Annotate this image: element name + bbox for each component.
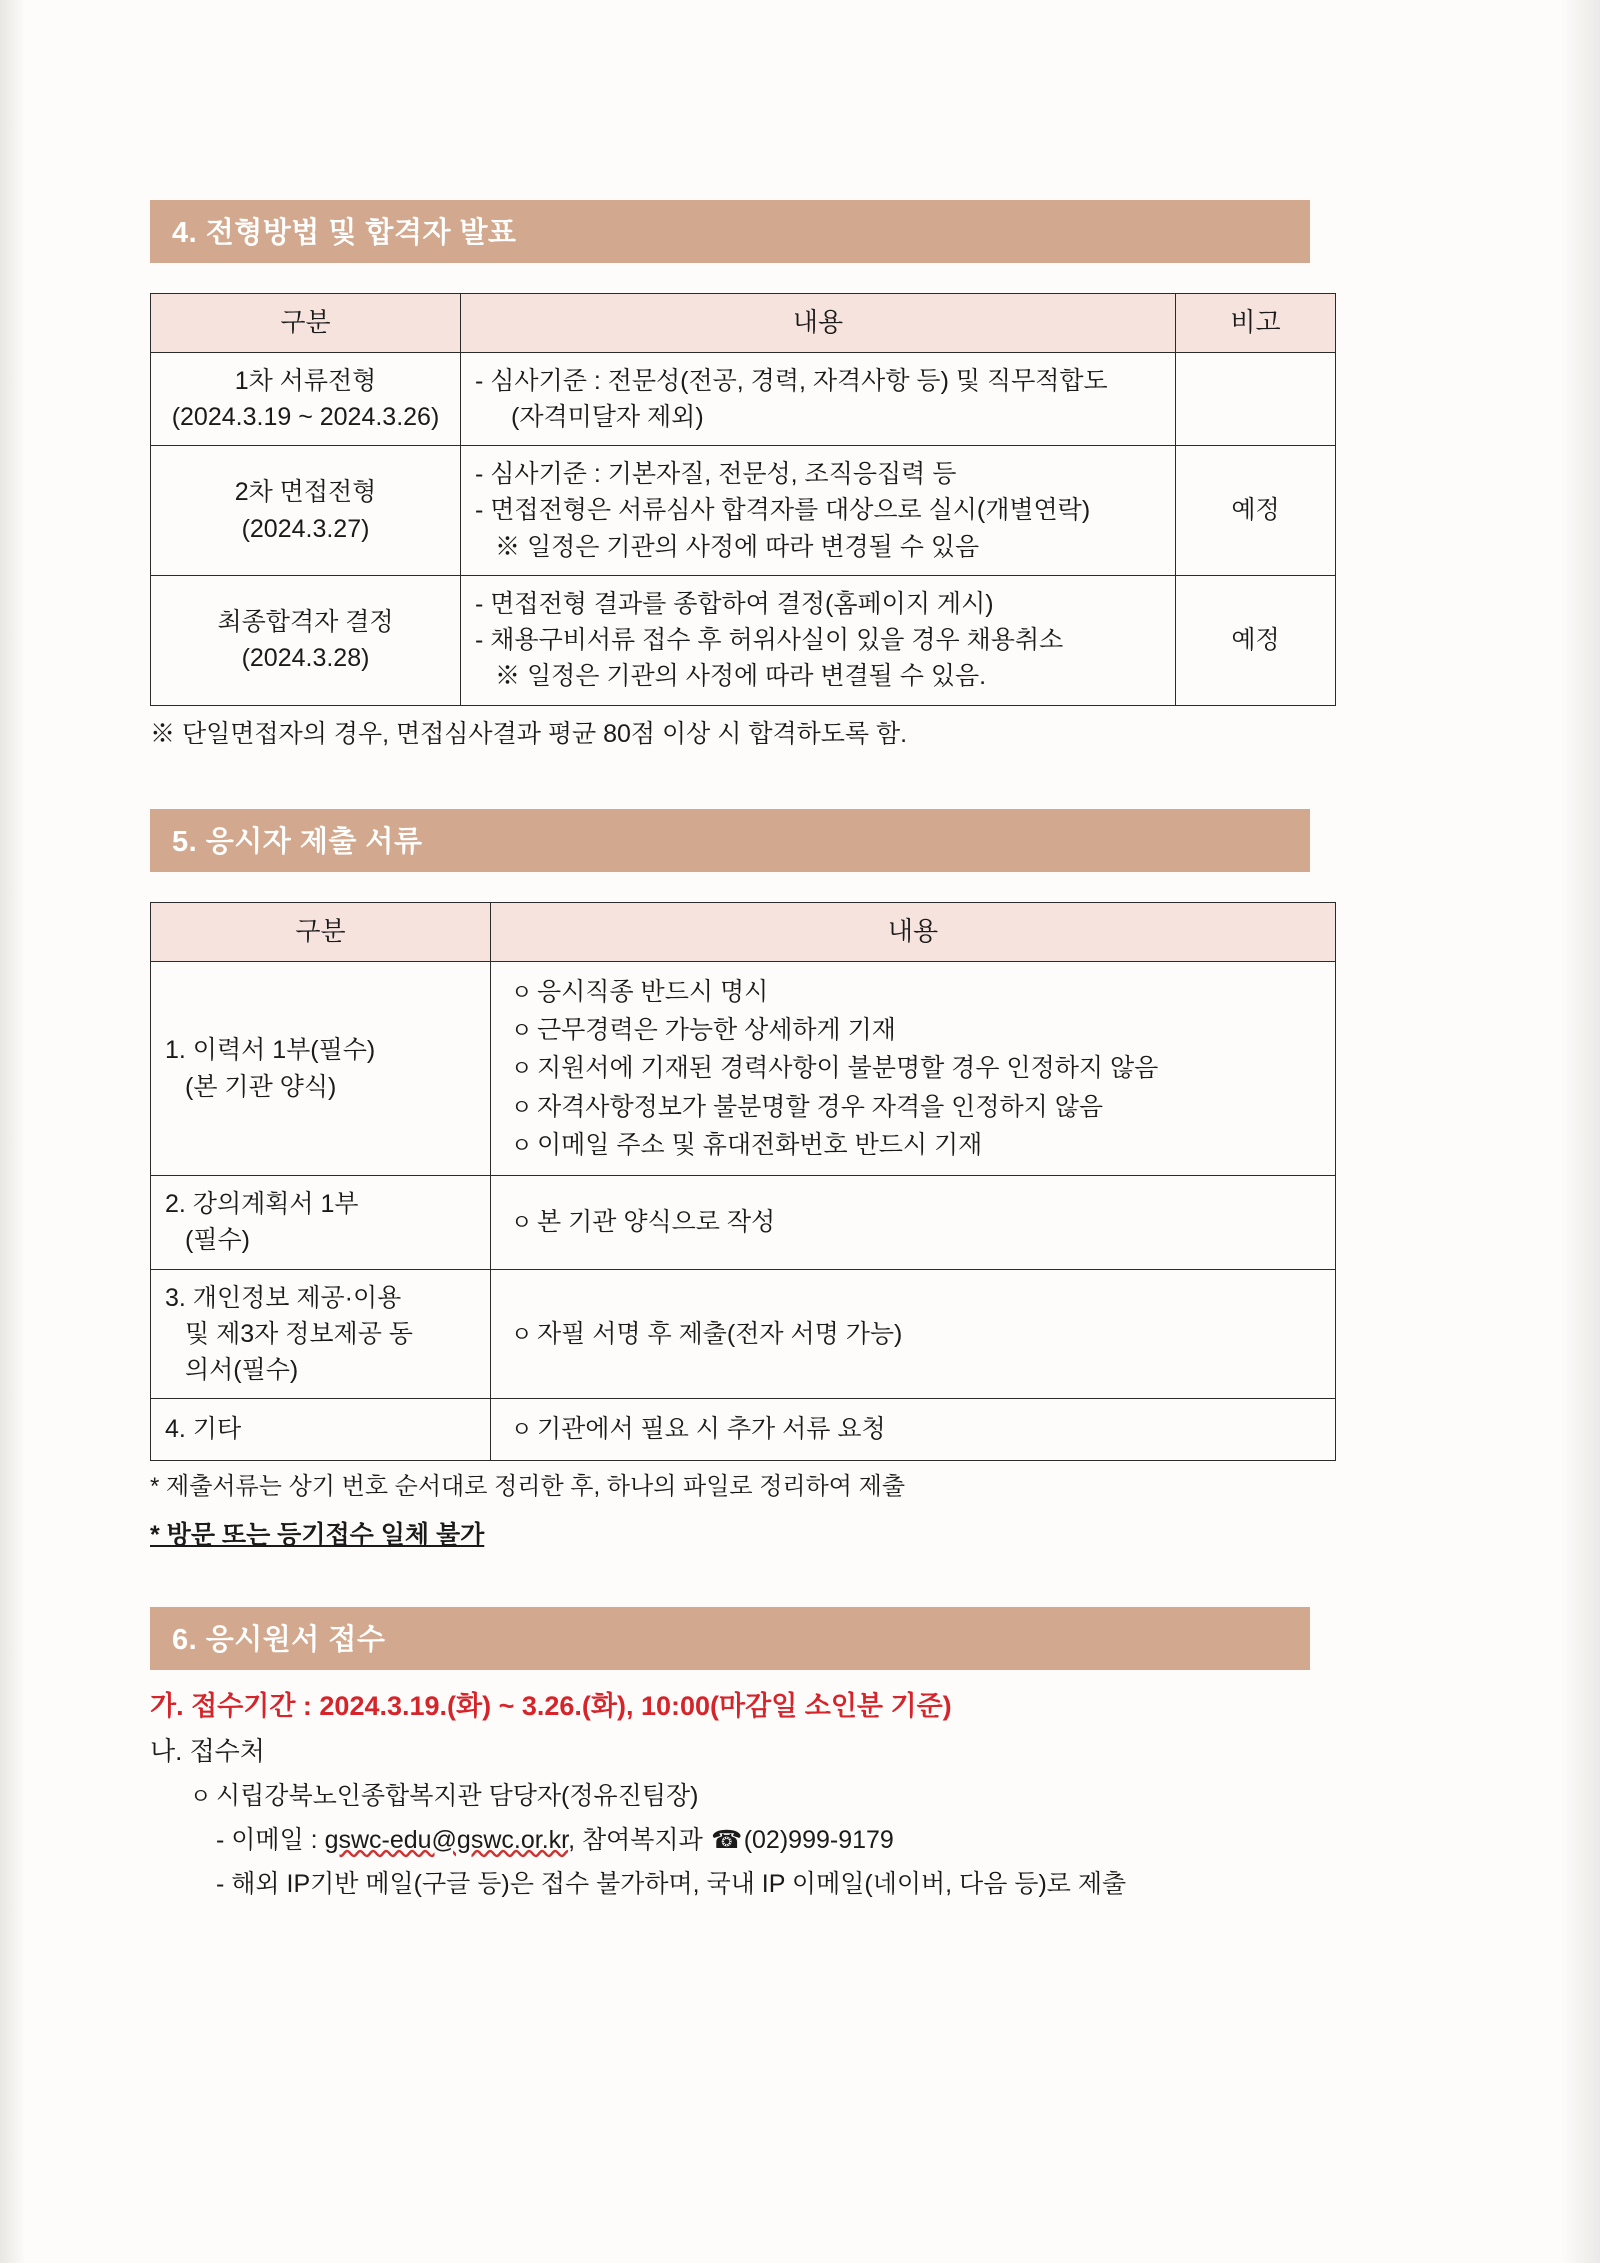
circle-bullet-icon: ㅇ xyxy=(511,1056,533,1082)
cell-content xyxy=(491,961,1336,1175)
text-line: - 면접전형은 서류심사 합격자를 대상으로 실시(개별연락) xyxy=(475,496,1091,525)
bullet-item xyxy=(505,1127,1321,1163)
bullet-item xyxy=(505,1204,1321,1240)
bullet-item xyxy=(505,1012,1321,1048)
circle-bullet-icon: ㅇ xyxy=(511,1018,533,1044)
text-line: 4. 기타 xyxy=(165,1415,242,1444)
table-required-documents xyxy=(150,902,1336,1460)
circle-bullet-icon: ㅇ xyxy=(190,1783,212,1809)
cell-gubun xyxy=(151,1176,491,1270)
application-overseas-ip-note: - 해외 IP기반 메일(구글 등)은 접수 불가하며, 국내 IP 이메일(네이버, 다음 등)로 제출 xyxy=(216,1869,1127,1898)
note-single-interviewee: ※ 단일면접자의 경우, 면접심사결과 평균 80점 이상 시 합격하도록 함. xyxy=(150,719,908,748)
text-line: - 면접전형 결과를 종합하여 결정(홈페이지 게시) xyxy=(475,589,994,618)
text-line: 2. 강의계획서 1부 xyxy=(165,1190,359,1219)
bullet-text: 이메일 주소 및 휴대전화번호 반드시 기재 xyxy=(537,1130,983,1159)
bullet-text: 자격사항정보가 불분명할 경우 자격을 인정하지 않음 xyxy=(537,1092,1104,1121)
text-line: 1차 서류전형 xyxy=(234,366,377,395)
cell-gubun xyxy=(151,352,461,446)
text-line: - 심사기준 : 기본자질, 전문성, 조직응집력 등 xyxy=(475,460,957,489)
table-row xyxy=(151,1269,1336,1399)
section-heading-6: 6. 응시원서 접수 xyxy=(150,1607,1310,1670)
application-period: 가. 접수기간 : 2024.3.19.(화) ~ 3.26.(화), 10:00(마감일 소인분 기준) xyxy=(150,1690,952,1721)
note-no-visit-registration: * 방문 또는 등기접수 일체 불가 xyxy=(150,1520,485,1549)
bullet-text: 지원서에 기재된 경력사항이 불분명할 경우 인정하지 않음 xyxy=(537,1054,1159,1083)
col-header-content: 내용 xyxy=(461,294,1176,353)
text-line: (본 기관 양식) xyxy=(185,1072,337,1101)
table-header-row xyxy=(151,903,1336,962)
email-dept: , 참여복지과 xyxy=(568,1825,703,1854)
note-document-order: * 제출서류는 상기 번호 순서대로 정리한 후, 하나의 파일로 정리하여 제출 xyxy=(150,1472,906,1500)
text-line: ※ 일정은 기관의 사정에 따라 변경될 수 있음 xyxy=(495,532,980,561)
text-line: - 채용구비서류 접수 후 허위사실이 있을 경우 채용취소 xyxy=(475,626,1064,655)
cell-content xyxy=(461,575,1176,705)
circle-bullet-icon: ㅇ xyxy=(511,1210,533,1236)
application-place-label: 나. 접수처 xyxy=(150,1735,265,1766)
cell-gubun xyxy=(151,961,491,1175)
text-line: 1. 이력서 1부(필수) xyxy=(165,1036,376,1065)
scan-edge-right xyxy=(1560,0,1600,2263)
cell-content xyxy=(461,352,1176,446)
bullet-item xyxy=(505,1316,1321,1352)
text-line: (2024.3.28) xyxy=(241,644,370,673)
document-content xyxy=(150,200,1440,1900)
bullet-text: 자필 서명 후 제출(전자 서명 가능) xyxy=(537,1319,903,1348)
circle-bullet-icon: ㅇ xyxy=(511,1321,533,1347)
text-line: 의서(필수) xyxy=(185,1356,299,1385)
scan-edge-left xyxy=(0,0,26,2263)
bullet-text: 응시직종 반드시 명시 xyxy=(537,977,769,1006)
text-line: (필수) xyxy=(185,1226,250,1255)
col-header-content: 내용 xyxy=(491,903,1336,962)
cell-gubun xyxy=(151,1269,491,1399)
text-line: 최종합격자 결정 xyxy=(217,608,394,637)
text-line: (자격미달자 제외) xyxy=(511,402,704,431)
text-line: 3. 개인정보 제공·이용 xyxy=(165,1283,402,1312)
cell-gubun xyxy=(151,446,461,576)
org-text: 시립강북노인종합복지관 담당자(정유진팀장) xyxy=(216,1781,699,1810)
application-org xyxy=(150,1776,1440,1812)
circle-bullet-icon: ㅇ xyxy=(511,979,533,1005)
cell-content xyxy=(461,446,1176,576)
section-heading-5: 5. 응시자 제출 서류 xyxy=(150,809,1310,872)
table-selection-method xyxy=(150,293,1336,706)
cell-content xyxy=(491,1399,1336,1460)
text-line: (2024.3.19 ~ 2024.3.26) xyxy=(171,402,440,431)
table-row xyxy=(151,1176,1336,1270)
email-address: gswc-edu@gswc.or.kr xyxy=(324,1825,569,1854)
bullet-item xyxy=(505,1089,1321,1125)
application-email-line xyxy=(150,1820,1440,1856)
cell-bigo xyxy=(1176,352,1336,446)
bullet-item xyxy=(505,1411,1321,1447)
section-heading-4: 4. 전형방법 및 합격자 발표 xyxy=(150,200,1310,263)
cell-content xyxy=(491,1176,1336,1270)
table-row xyxy=(151,1399,1336,1460)
cell-gubun xyxy=(151,575,461,705)
table-row xyxy=(151,575,1336,705)
email-label: - 이메일 : xyxy=(216,1825,325,1854)
bullet-text: 본 기관 양식으로 작성 xyxy=(537,1208,776,1237)
col-header-gubun: 구분 xyxy=(151,294,461,353)
circle-bullet-icon: ㅇ xyxy=(511,1417,533,1443)
bullet-item xyxy=(505,1050,1321,1086)
col-header-bigo: 비고 xyxy=(1176,294,1336,353)
phone-number: (02)999-9179 xyxy=(743,1825,894,1854)
circle-bullet-icon: ㅇ xyxy=(511,1132,533,1158)
table-row xyxy=(151,446,1336,576)
table-row xyxy=(151,961,1336,1175)
phone-icon: ☎ xyxy=(711,1825,743,1854)
cell-bigo: 예정 xyxy=(1176,446,1336,576)
cell-bigo: 예정 xyxy=(1176,575,1336,705)
text-line: 및 제3자 정보제공 동 xyxy=(185,1319,413,1348)
text-line: ※ 일정은 기관의 사정에 따라 변결될 수 있음. xyxy=(495,662,987,691)
table-row xyxy=(151,352,1336,446)
text-line: 2차 면접전형 xyxy=(234,478,377,507)
cell-gubun xyxy=(151,1399,491,1460)
table-header-row xyxy=(151,294,1336,353)
bullet-text: 근무경력은 가능한 상세하게 기재 xyxy=(537,1016,896,1045)
bullet-item xyxy=(505,974,1321,1010)
bullet-text: 기관에서 필요 시 추가 서류 요청 xyxy=(537,1415,886,1444)
circle-bullet-icon: ㅇ xyxy=(511,1094,533,1120)
text-line: - 심사기준 : 전문성(전공, 경력, 자격사항 등) 및 직무적합도 xyxy=(475,366,1108,395)
col-header-gubun: 구분 xyxy=(151,903,491,962)
cell-content xyxy=(491,1269,1336,1399)
text-line: (2024.3.27) xyxy=(241,514,370,543)
